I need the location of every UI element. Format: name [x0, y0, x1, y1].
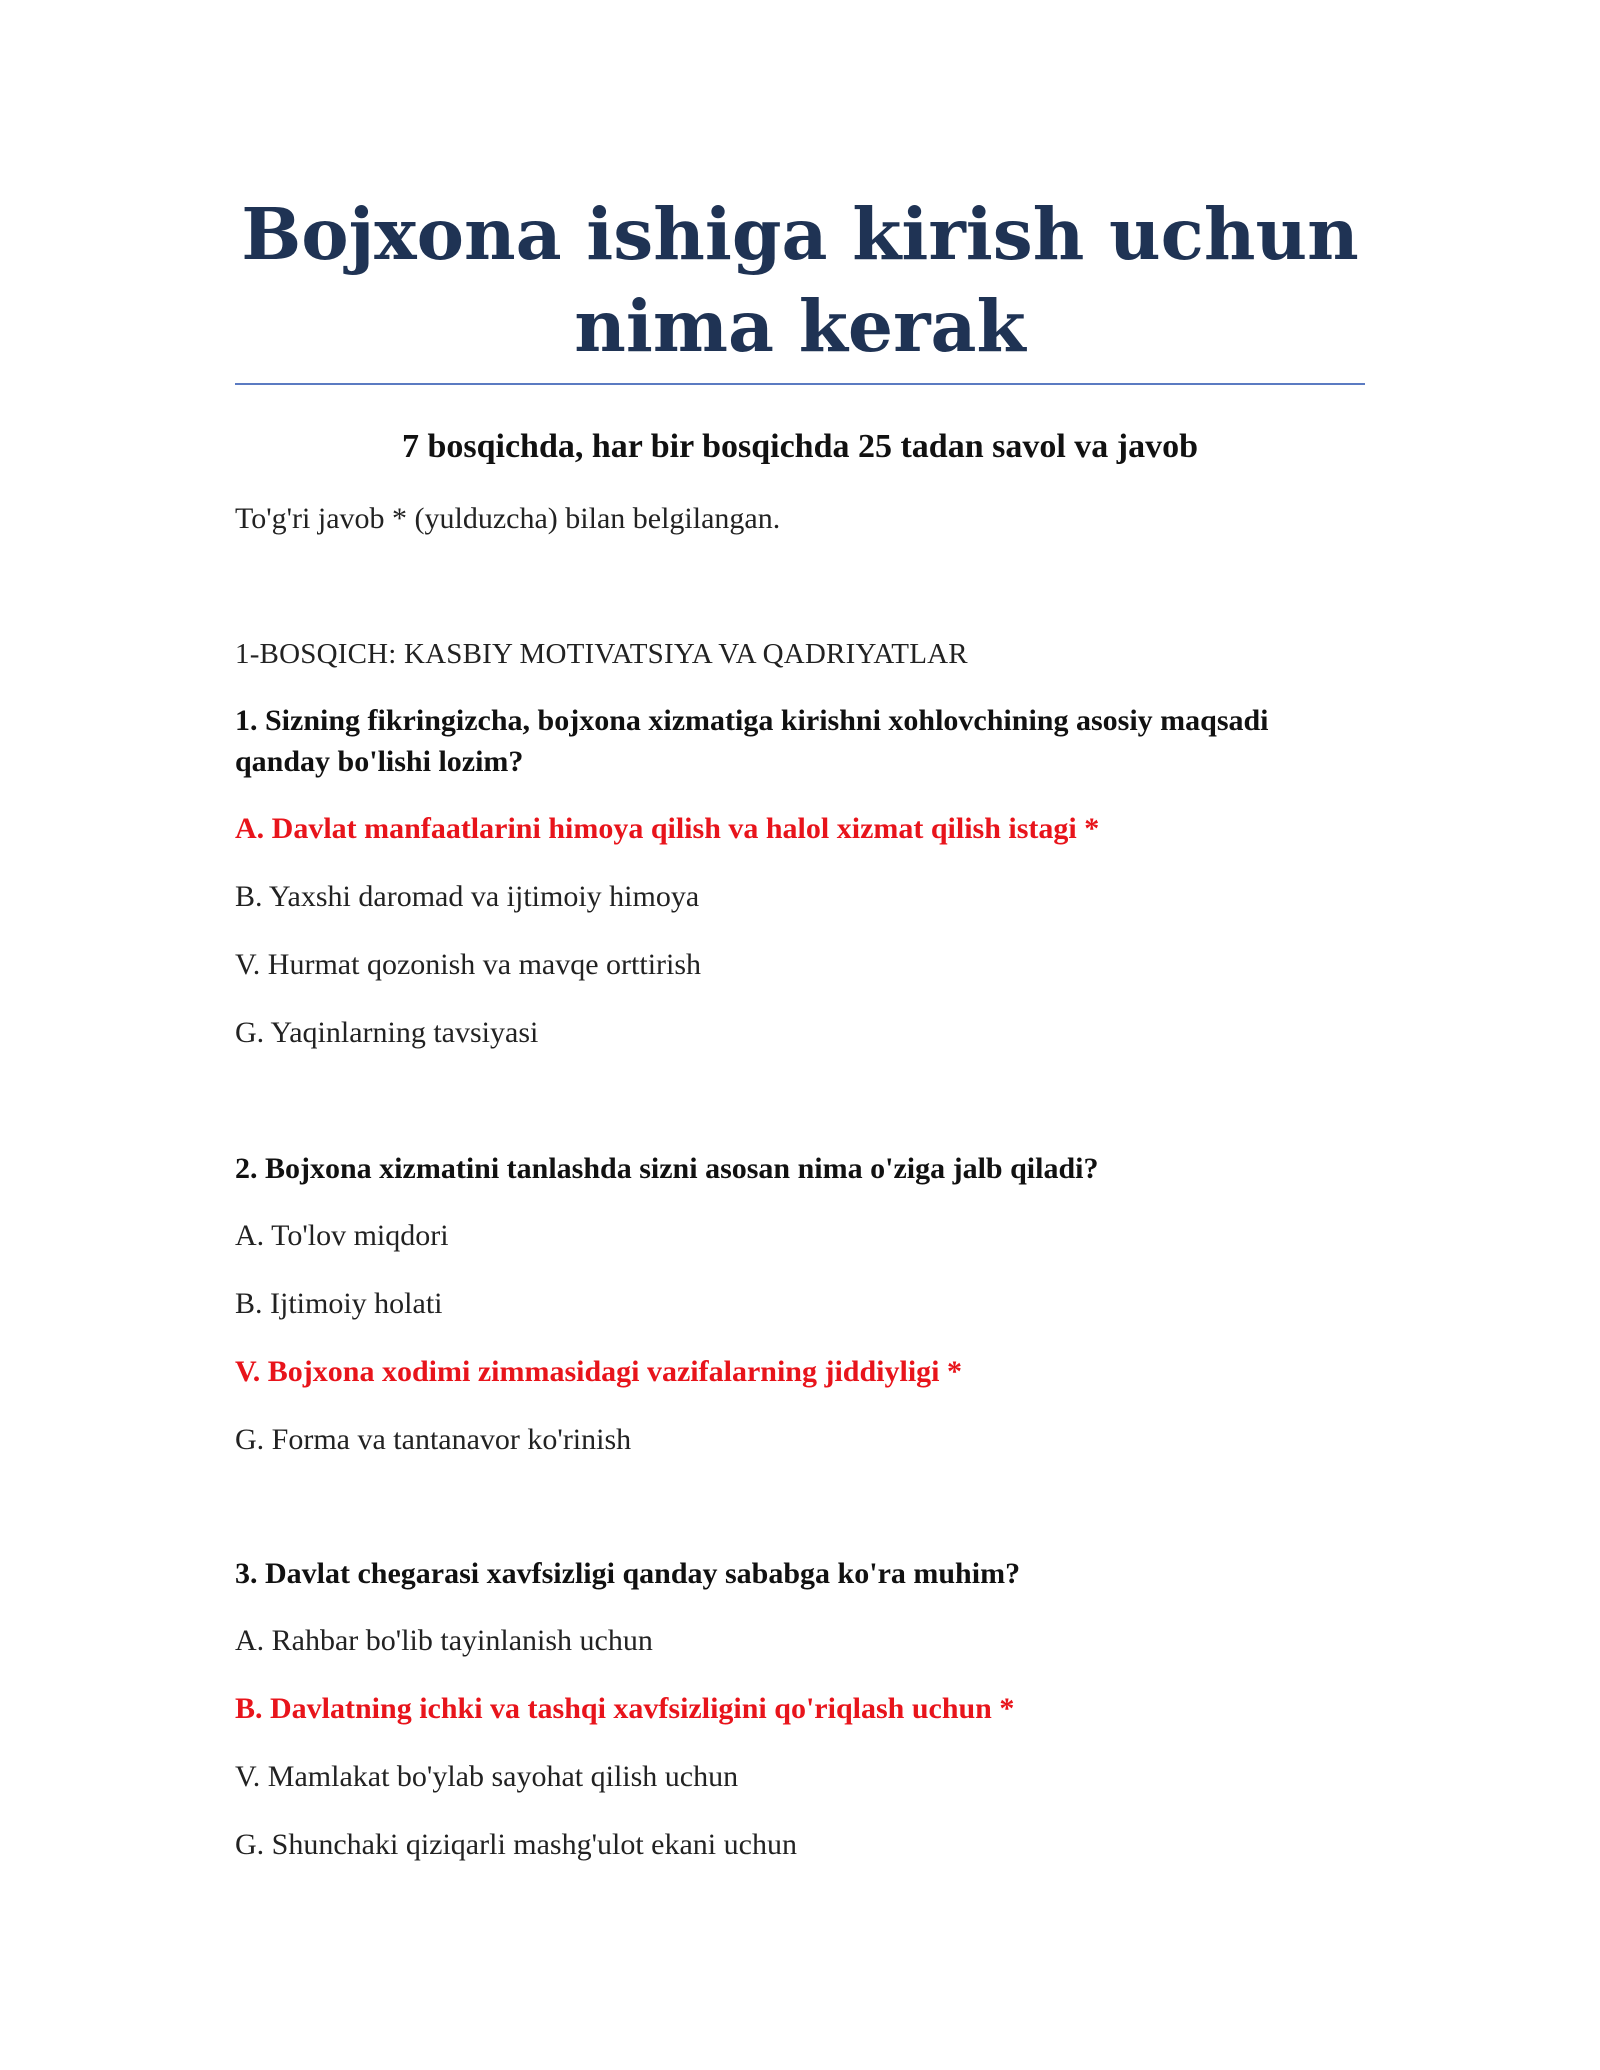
- question-block-1: [235, 700, 1365, 1080]
- answer-option: B. Ijtimoiy holati: [235, 1287, 443, 1320]
- correct-answer-option: B. Davlatning ichki va tashqi xavfsizligini qo'riqlash uchun *: [235, 1692, 1015, 1725]
- answer-key-note: To'g'ri javob * (yulduzcha) bilan belgilangan.: [235, 502, 781, 535]
- correct-answer-option: V. Bojxona xodimi zimmasidagi vazifalarning jiddiyligi *: [235, 1355, 963, 1388]
- answer-option: G. Yaqinlarning tavsiyasi: [235, 1016, 539, 1049]
- correct-answer-option: A. Davlat manfaatlarini himoya qilish va halol xizmat qilish istagi *: [235, 812, 1100, 845]
- title-divider: [235, 383, 1365, 385]
- question-block-2: [235, 1148, 1365, 1487]
- answer-option: V. Hurmat qozonish va mavqe orttirish: [235, 948, 702, 981]
- document-subtitle: 7 bosqichda, har bir bosqichda 25 tadan savol va javob: [401, 428, 1199, 465]
- answer-option: V. Mamlakat bo'ylab sayohat qilish uchun: [235, 1760, 739, 1793]
- stage-heading: 1-BOSQICH: KASBIY MOTIVATSIYA VA QADRIYATLAR: [235, 638, 968, 670]
- answer-option: A. Rahbar bo'lib tayinlanish uchun: [235, 1624, 653, 1657]
- answer-option: G. Shunchaki qiziqarli mashg'ulot ekani uchun: [235, 1828, 797, 1861]
- answer-option: A. To'lov miqdori: [235, 1219, 449, 1252]
- question-text: 1. Sizning fikringizcha, bojxona xizmatiga kirishni xohlovchining asosiy maqsadi qanday bo'lishi lozim?: [235, 704, 1269, 778]
- answer-option: G. Forma va tantanavor ko'rinish: [235, 1423, 632, 1456]
- question-block-3: [235, 1553, 1365, 1892]
- question-text: 3. Davlat chegarasi xavfsizligi qanday sababga ko'ra muhim?: [235, 1557, 1021, 1590]
- question-text: 2. Bojxona xizmatini tanlashda sizni asosan nima o'ziga jalb qiladi?: [235, 1152, 1099, 1185]
- document-title: Bojxona ishiga kirish uchun nima kerak: [241, 192, 1359, 368]
- answer-option: B. Yaxshi daromad va ijtimoiy himoya: [235, 880, 700, 913]
